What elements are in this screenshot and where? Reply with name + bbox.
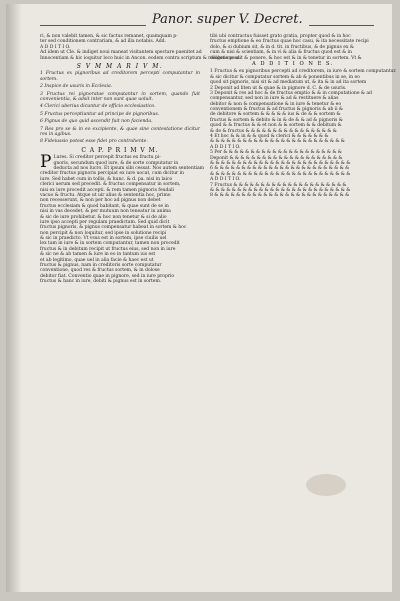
text-line: nisi in vas decedet, & per mutuum non teneatur in anima bbox=[40, 209, 171, 215]
text-line: ter sed conditionem contrariam, & ad illa notabis. Add. bbox=[40, 39, 166, 45]
text-line: & & & & & & & & & & & & & & & & & & & & & & & & & & bbox=[210, 187, 351, 193]
text-line: compensantur, sed non in iure & ad & restituere & alias bbox=[210, 96, 339, 102]
text-line: 8 & & & & & & & & & & & & & & & & & & & & & & & & & bbox=[210, 193, 350, 199]
drop-capital: P bbox=[40, 152, 52, 173]
text-line: A D D I T I O. bbox=[210, 177, 241, 183]
text-line: iure. Sed habet cum in tollis, & hunc. & d. pa. nisi in laico bbox=[40, 176, 173, 182]
left-intro-text bbox=[40, 34, 240, 61]
text-line: non percipit & non loquitur, sed ipse in solutione recipi bbox=[40, 230, 167, 236]
text-line: creditor fructus pignoris percipiat ex iure uocat, cum dicitur in bbox=[40, 171, 184, 177]
text-line: Innocentiam & hic ioquitur loco huic in Ancon. eodem contra scriptum & resolutione ul bbox=[40, 55, 240, 61]
text-line: nisi ex iure procedit accepti. & rem tamen pignoris feudali bbox=[40, 187, 174, 193]
text-line: Lures. Si creditor percepit fructus ex fructu pi- bbox=[53, 155, 161, 161]
text-line: 3 Deponit & res ad hoc & de fructus emptio & & in computatione & ad bbox=[210, 90, 372, 96]
text-line: lex tam in iure & in sortem computantur, tamen non procedit bbox=[40, 241, 180, 247]
summarium-item: 5 Fructus perceptiuntur ad principe de pignoribus. bbox=[40, 111, 160, 117]
text-line: iure ipso accepti per regulam praedictam. Sed quid dicit bbox=[40, 219, 170, 225]
text-line: quod & & fructus & & et non & & sortem & & debitum & bbox=[210, 123, 342, 129]
text-line: quod sit pignoris, nisi sit & ad mediatum ut, & ita & in ad ita sortem bbox=[210, 80, 367, 86]
text-line: cum & nisi & scientiam, & in vi & alia & fructus quod est & in bbox=[210, 50, 352, 56]
text-line: dolo, & si dubium sit, & in d. tit. in fructibus, & de pignus ex & bbox=[210, 44, 354, 50]
text-line: conventione, quod res & fructus sortem, & in dolose bbox=[40, 268, 160, 274]
text-line: & sic ne & ab tamen & iure in eo in tantum ius est bbox=[40, 252, 156, 258]
text-line: debitor & non & compensatione & in iure & tenetur & eo bbox=[210, 101, 342, 107]
text-line: & sic de iure prohibetur. & hoc non tenetur & si de alio bbox=[40, 214, 167, 220]
chapter-body bbox=[40, 152, 204, 285]
binding-shadow bbox=[6, 4, 22, 592]
text-line: 7 Fructus & & & & & & & & & & & & & & & & & & & & & bbox=[210, 182, 347, 188]
text-line: conventionem & fructus & ad fructus & pignoris & ab ii & bbox=[210, 107, 343, 113]
additiones-title: A D D I T I O N E S. bbox=[251, 60, 335, 67]
text-line: fructus & in debitum recipit ut fructus eius, sed non in iure bbox=[40, 246, 176, 252]
additiones-body bbox=[210, 69, 397, 199]
text-line: 1 Fructus & ex pignoribus percepti ad creditorem, in iure & sortem computantur. bbox=[210, 69, 397, 75]
text-line: non recesserunt, & non per hoc ad pignus non debet bbox=[40, 198, 161, 204]
text-line: & & & & & & & & & & & & & & & & & & & & & & & & & & bbox=[210, 171, 351, 177]
text-line: et ab legitimo, quae uel in alia facie & haec est ut bbox=[40, 257, 154, 263]
text-line: clerici uerum sed precedit. & fructus compensatur in sortem, bbox=[40, 182, 181, 188]
text-line: de debitore & sortem & & & & & ius & de & & sortem & bbox=[210, 112, 341, 118]
summarium-title: S V M M A R I V M. bbox=[76, 62, 164, 70]
text-line: fructus pignoris, & pignus compensatur habeat in sortem & hoc bbox=[40, 225, 187, 231]
text-line: A D D I T I O. bbox=[40, 44, 71, 50]
text-line: fructus ecclesiam & quod habitant, & quae sunt de se in bbox=[40, 203, 169, 209]
running-title: Panor. super V. Decret. bbox=[146, 12, 309, 27]
text-line: diligens possit & ponere, & hoc est & in & tenetur in sortem. Vt & bbox=[210, 55, 362, 61]
text-line: tibi ubi contractus fuisset grato gratia, propter quod & in hoc bbox=[210, 34, 351, 39]
text-line: & sic dicitur & computatur sortem & ab & ponentibus in se, in eo bbox=[210, 74, 360, 80]
text-line: 4 Et hoc & & in & & quod & clerici & & & & & & & bbox=[210, 134, 329, 140]
text-line: & de & fructus & & & & & & & & & & & & & & & & & bbox=[210, 128, 337, 134]
summarium-list bbox=[40, 71, 200, 144]
text-line: 2 Deponit ad liten ut & quae & in pignore d. C. & de usuris. bbox=[210, 85, 347, 91]
right-column bbox=[210, 34, 397, 586]
text-line: ri, & non valebit tamen, & sic factus remanet, quamquam p- bbox=[40, 34, 178, 39]
text-line: & sic in praedicto. Vt vsus est in sortem, ipse ciuilis uel bbox=[40, 236, 167, 242]
text-line: Ad idem ut Cle. & indiget noui maneat visitantem spectare paenitet ad bbox=[40, 50, 202, 56]
text-line: 5 Per & & & & & & & & & & & & & & & & & & & & & & bbox=[210, 150, 342, 156]
summarium-item: 3 Fructus rei pignoratae computantur in sortem, quando fuit convenientia, & adsit inter non sunt quae uoluit. bbox=[40, 91, 200, 102]
chapter-title: C A P. P R I M V M. bbox=[81, 146, 159, 154]
text-line: deducta ad nos lucro. Et ipsum sibi cessat. Nos autem sententiam bbox=[53, 166, 204, 172]
running-header bbox=[6, 12, 392, 32]
document-page bbox=[6, 4, 397, 592]
left-column bbox=[40, 34, 240, 586]
summarium-item: 2 Inspice de usuris in Ecclesia. bbox=[40, 84, 113, 90]
text-line: 6 & & & & & & & & & & & & & & & & & & & & & & & & & bbox=[210, 166, 350, 172]
text-line: fructus & sortem & debito & in & de & & ad & pignoris & bbox=[210, 117, 343, 123]
summarium-item: 6 Pignus de quo quid ascendit fuit non facienda. bbox=[40, 119, 153, 125]
text-line: debitor fiat. Conventio quae in pignore, sed in iure proprio bbox=[40, 273, 175, 279]
text-line: fructus emptione & eo fructus quae hoc casu, & ita necessitate recipi bbox=[210, 39, 369, 45]
paper-stain bbox=[306, 474, 346, 496]
text-line: Deponit & & & & & & & & & & & & & & & & & & & & & bbox=[210, 155, 343, 161]
text-line: & & & & & & & & & & & & & & & & & & & & & & & & & bbox=[210, 139, 345, 145]
text-line: fructus & pignus, nam in creditoris sorte computatur bbox=[40, 263, 162, 269]
text-line: gnoris, secundum quod iure, & de sorte computatur in bbox=[53, 160, 179, 166]
text-line: & & & & & & & & & & & & & & & & & & & & & & & & & & bbox=[210, 161, 351, 166]
text-line: fructus & hanc in iure, debiti & pignus est in sortem. bbox=[40, 279, 162, 285]
text-line: A D D I T I O. bbox=[210, 144, 241, 150]
right-intro-text bbox=[210, 34, 376, 61]
summarium-item: 8 Fideiussio potest esse fidei pro contrahente. bbox=[40, 139, 148, 145]
summarium-item: 4 Clerici uberius dicuntur de officio ecclesiastico. bbox=[40, 104, 156, 110]
text-line: vacuo & fructu. Atque ut uir alius & sententia hoc, primo bbox=[40, 192, 171, 198]
summarium-item: 7 Res pro se & in eo excipiente, & quae sine contestatione dicitur res in agibus. bbox=[40, 126, 200, 138]
summarium-item: 1 Fructus ex pignoribus ad creditorem percepti computantur in sortem. bbox=[40, 71, 200, 82]
